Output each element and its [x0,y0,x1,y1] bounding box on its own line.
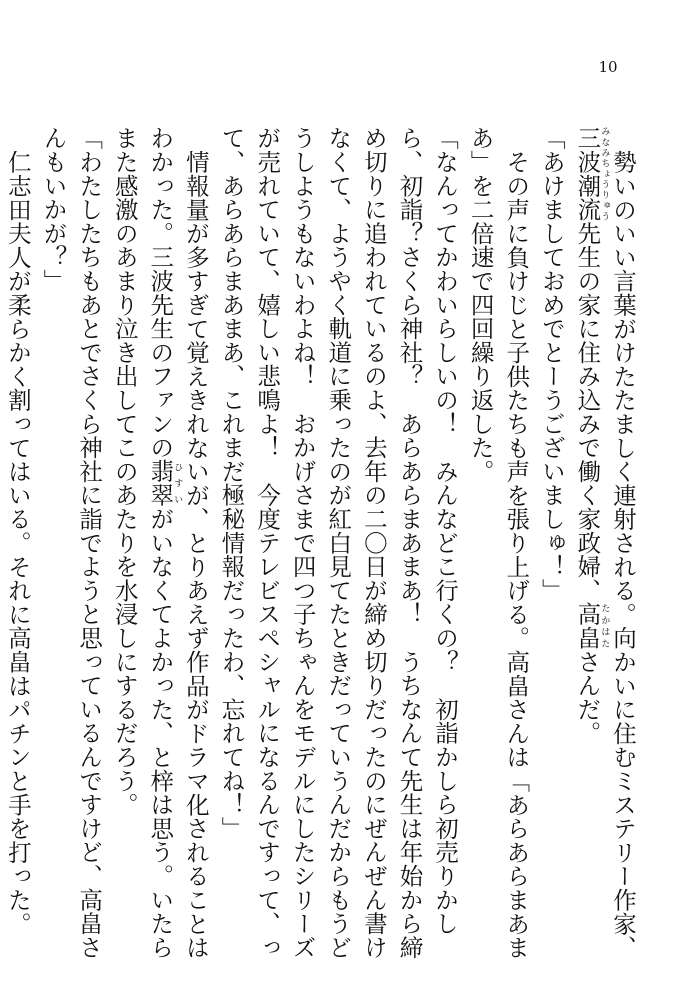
paragraph-5: 情報量が多すぎて覚えきれないが、とりあえず作品がドラマ化されることはわかった。三波先生のファンの翡翠ひすいがいなくてよかった、と梓は思う。いたらまた感激のあまり泣き出してこのあたりを水浸しにするだろう。 [110,126,210,960]
paragraph-4: 「なんってかわいらしいの！ みんなどこ行くの？ 初詣かしら初売りかしら、初詣？さくら神社？ あらあらまあまあ！ うちなんて先生は年始から締め切りに追われているのよ、去年の二〇日が締め切りだったのにぜんぜん書けなくて、ようやく軌道に乗ったのが紅白見てたときだっていうんだからもうどうしようもないわよね！ おかげさまで四つ子ちゃんをモデルにしたシリーズが売れていて、嬉しい悲鳴よ！ 今度テレビスペシャルになるんですって、って、あらあらまあまあ、これまだ極秘情報だったわ、忘れてね！」 [217,126,460,959]
paragraph-6: 「わたしたちもあとでさくら神社に詣でようと思っているんですけど、高畠さんもいかが？」 [39,126,104,959]
paragraph-3: その声に負けじと子供たちも声を張り上げる。高畠さんは「あらあらまあまあ」を二倍速で四回繰り返した。 [466,126,531,959]
paragraph-2: 「あけましておめでとーうございましゅ！」 [537,126,566,602]
text-body [3,126,640,976]
ruby-hisui: 翡翠ひすい [146,459,183,507]
ruby-takahata: 高畠たかはた [573,602,610,650]
paragraph-7: 仁志田夫人が柔らかく割ってはいる。それに高畠はパチンと手を打った。 [3,149,32,935]
paragraph-1: 勢いのいい言葉がけたたましく連射される。向かいに住むミステリー作家、三波潮流みなみちょうりゅう先生の家に住み込みで働く家政婦、高畠たかはたさんだ。 [573,126,637,959]
ruby-minamichouryuu: 三波潮流みなみちょうりゅう [573,126,610,222]
page-number: 10 [598,58,618,76]
